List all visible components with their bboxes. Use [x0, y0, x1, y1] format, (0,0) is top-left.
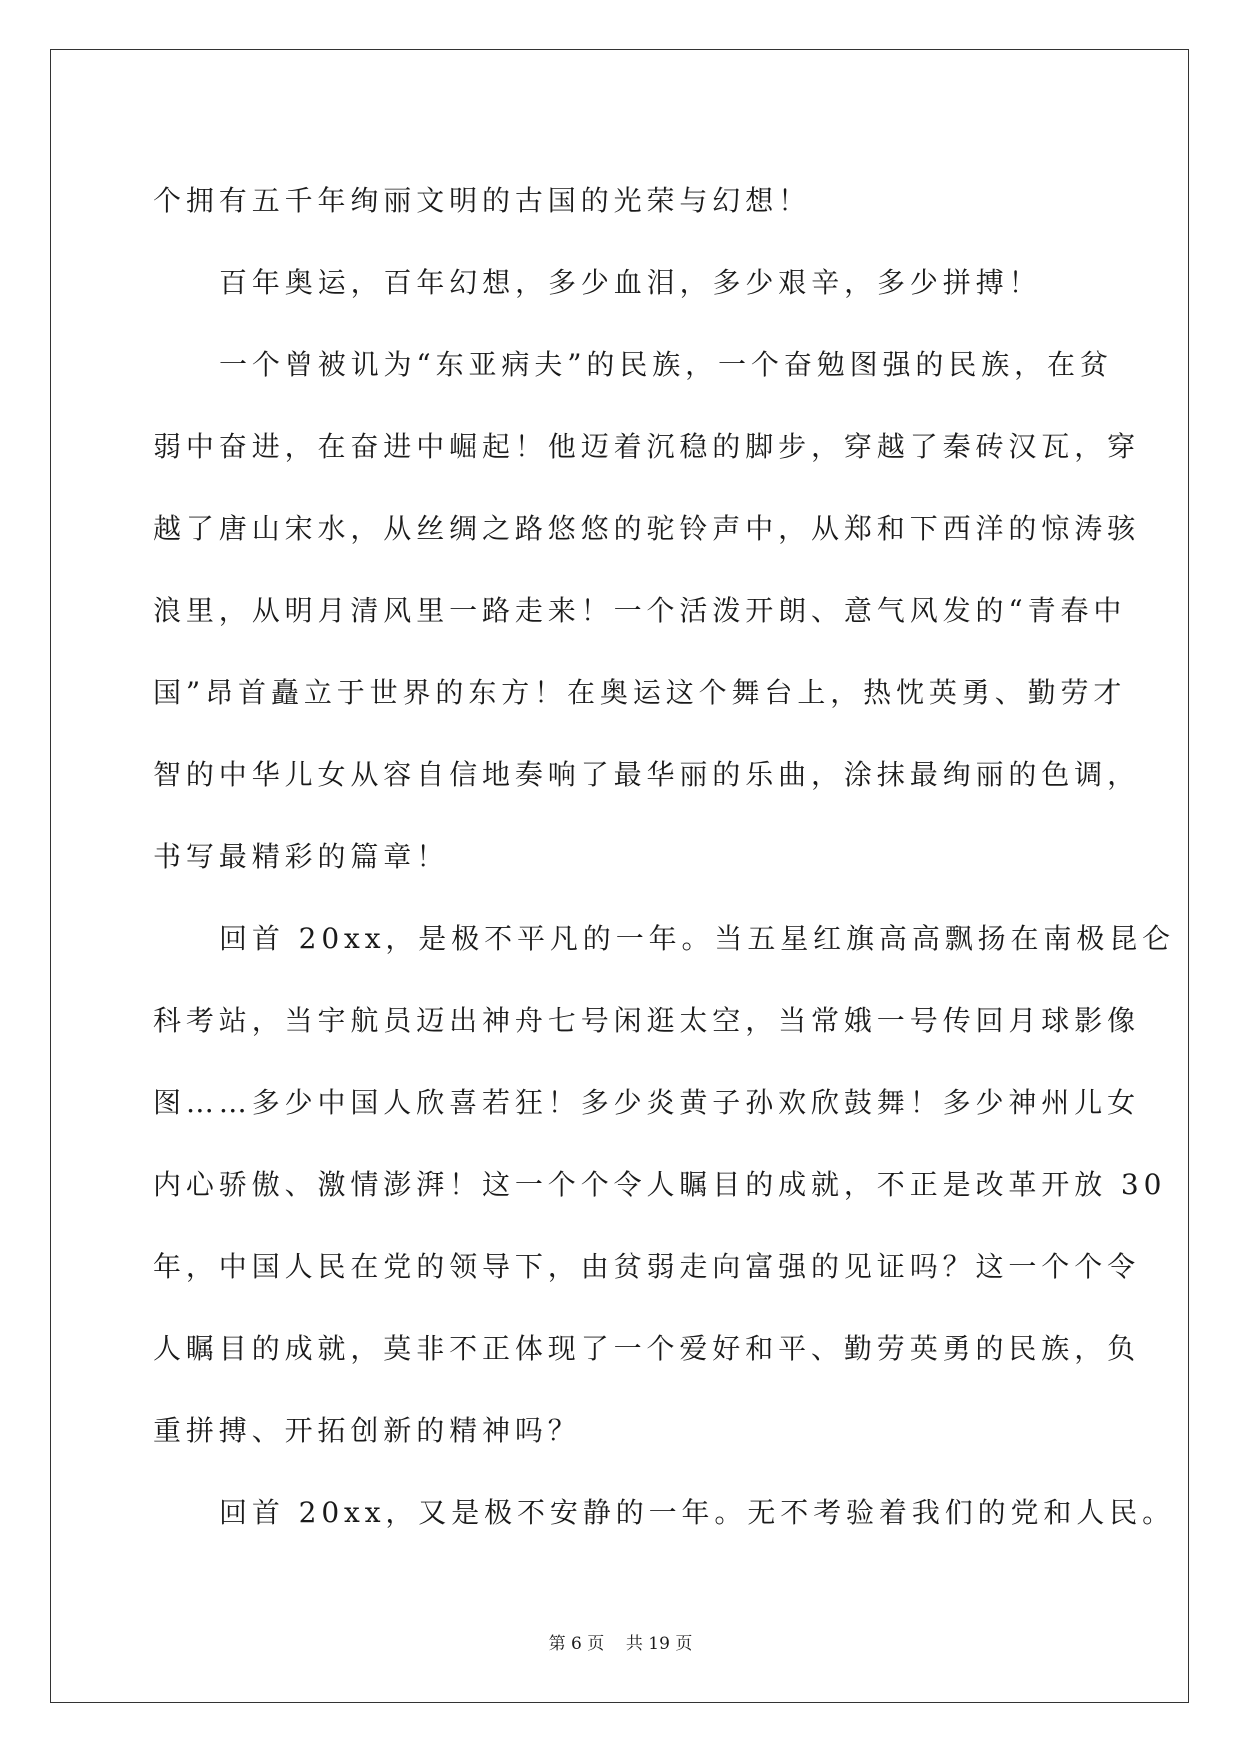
- text-line: 回首 20xx，是极不平凡的一年。当五星红旗高高飘扬在南极昆仑: [219, 922, 1176, 955]
- text-line: 重拼搏、开拓创新的精神吗？: [153, 1414, 581, 1447]
- text-line: 百年奥运，百年幻想，多少血泪，多少艰辛，多少拼搏！: [219, 266, 1042, 299]
- text-line: 智的中华儿女从容自信地奏响了最华丽的乐曲，涂抹最绚丽的色调，: [153, 758, 1141, 791]
- text-line: 科考站，当宇航员迈出神舟七号闲逛太空，当常娥一号传回月球影像: [153, 1004, 1141, 1037]
- text-line: 图……多少中国人欣喜若狂！多少炎黄子孙欢欣鼓舞！多少神州儿女: [153, 1086, 1141, 1119]
- text-line: 国”昂首矗立于世界的东方！在奥运这个舞台上，热忱英勇、勤劳才: [153, 676, 1127, 709]
- text-line: 一个曾被讥为“东亚病夫”的民族，一个奋勉图强的民族，在贫: [219, 348, 1113, 381]
- text-line: 回首 20xx，又是极不安静的一年。无不考验着我们的党和人民。: [219, 1496, 1176, 1529]
- page-footer: 第 6 页 共 19 页: [548, 1634, 693, 1654]
- text-line: 年，中国人民在党的领导下，由贫弱走向富强的见证吗？这一个个令: [153, 1250, 1141, 1283]
- text-line: 越了唐山宋水，从丝绸之路悠悠的驼铃声中，从郑和下西洋的惊涛骇: [153, 512, 1141, 545]
- body-text: [153, 160, 1176, 1554]
- text-line: 人瞩目的成就，莫非不正体现了一个爱好和平、勤劳英勇的民族，负: [153, 1332, 1141, 1365]
- text-line: 弱中奋进，在奋进中崛起！他迈着沉稳的脚步，穿越了秦砖汉瓦，穿: [153, 430, 1141, 463]
- text-line: 内心骄傲、激情澎湃！这一个个令人瞩目的成就，不正是改革开放 30: [153, 1168, 1167, 1201]
- text-line: 浪里，从明月清风里一路走来！一个活泼开朗、意气风发的“青春中: [153, 594, 1127, 627]
- text-line: 书写最精彩的篇章！: [153, 840, 450, 873]
- text-line: 个拥有五千年绚丽文明的古国的光荣与幻想！: [153, 184, 812, 217]
